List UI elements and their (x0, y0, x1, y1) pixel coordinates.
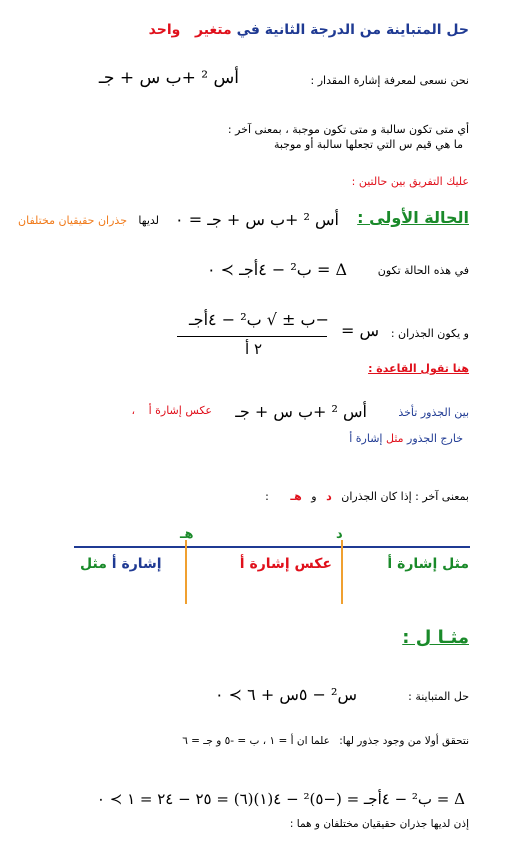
fraction-bar (177, 336, 327, 337)
solve-expr: س² − ٥س + ٦ ≻ ٠ (215, 685, 357, 704)
roots-numerator: −ب ± √ ب² − ٤أجـ (188, 310, 329, 329)
segment-left (80, 556, 162, 572)
other-words-line (265, 490, 469, 503)
distinguish-text: عليك التفريق بين حالتين : (351, 175, 469, 188)
conclusion-text: إذن لديها جذران حقيقيان مختلفان و هما : (289, 818, 469, 830)
segment-middle: عكس إشارة أ (239, 556, 332, 572)
root-d-tick (341, 540, 343, 604)
roots-lhs: س = (340, 321, 379, 340)
solve-text: حل المتباينة : (408, 690, 469, 703)
roots-denominator: ٢ أ (245, 340, 262, 358)
delta-expr: Δ = ب² − ٤أجـ ≻ ٠ (207, 260, 347, 279)
other-words-h: هـ (290, 490, 302, 503)
segment-right: مثل إشارة أ (387, 556, 469, 572)
other-words-and: و (311, 490, 317, 503)
case1-roots: جذران حقيقيان مختلفان (18, 214, 127, 227)
case1-expr: أس ² +ب س + جـ = ٠ (175, 210, 339, 229)
title-part3: واحد (148, 22, 181, 38)
segment-left-same: مثل (80, 556, 107, 572)
example-heading: مثـا ل : (402, 627, 469, 648)
number-line (74, 546, 470, 548)
check-text: نتحقق أولا من وجود جذور لها: (339, 735, 469, 747)
delta-calc: Δ = ب² − ٤أجـ = (−٥)² − ٤(١)(٦) = ٢٥ − ٢٤ = ١ ≻ ٠ (96, 790, 465, 808)
rule-outside-line (349, 432, 463, 445)
rule-same: مثل (385, 432, 404, 445)
check-line (182, 735, 469, 747)
rule-between: بين الجذور تأخذ (398, 406, 469, 419)
label-h: هـ (180, 527, 194, 542)
other-words-text: بمعنى آخر : إذا كان الجذران (341, 490, 469, 503)
other-words-colon: : (265, 490, 269, 503)
page-title (149, 22, 469, 38)
rule-between-expr: أس ² +ب س + جـ (235, 402, 367, 421)
rule-opposite: عكس إشارة أ (148, 404, 212, 417)
rule-comma: ، (131, 404, 135, 417)
delta-text: في هذه الحالة تكون (377, 264, 469, 277)
rule-outside: خارج الجذور (407, 432, 463, 445)
title-part2: متغير (190, 22, 232, 38)
case1-label: الحالة الأولى : (357, 208, 469, 227)
meaning-line1: أي متى تكون سالبة و متى تكون موجبة ، بمعنى آخر : (227, 123, 469, 136)
segment-left-sign: إشارة أ (111, 556, 162, 572)
case1-has: لديها (138, 214, 159, 227)
rule-sign-a: إشارة أ (349, 432, 383, 445)
rule-heading: هنا تقول القاعدة : (368, 362, 469, 375)
intro-text: نحن نسعى لمعرفة إشارة المقدار : (310, 74, 469, 87)
check-known: علما ان أ = ١ ، ب = -٥ و جـ = ٦ (182, 735, 330, 747)
other-words-d: د (326, 490, 332, 503)
roots-text: و يكون الجذران : (390, 327, 469, 340)
intro-expr: أس ² +ب س + جـ (98, 68, 239, 88)
meaning-line2: ما هي قيم س التي تجعلها سالبة أو موجبة (273, 138, 463, 151)
title-part1: حل المتباينة من الدرجة الثانية في (231, 22, 469, 38)
label-d: د (336, 527, 343, 542)
root-h-tick (185, 540, 187, 604)
